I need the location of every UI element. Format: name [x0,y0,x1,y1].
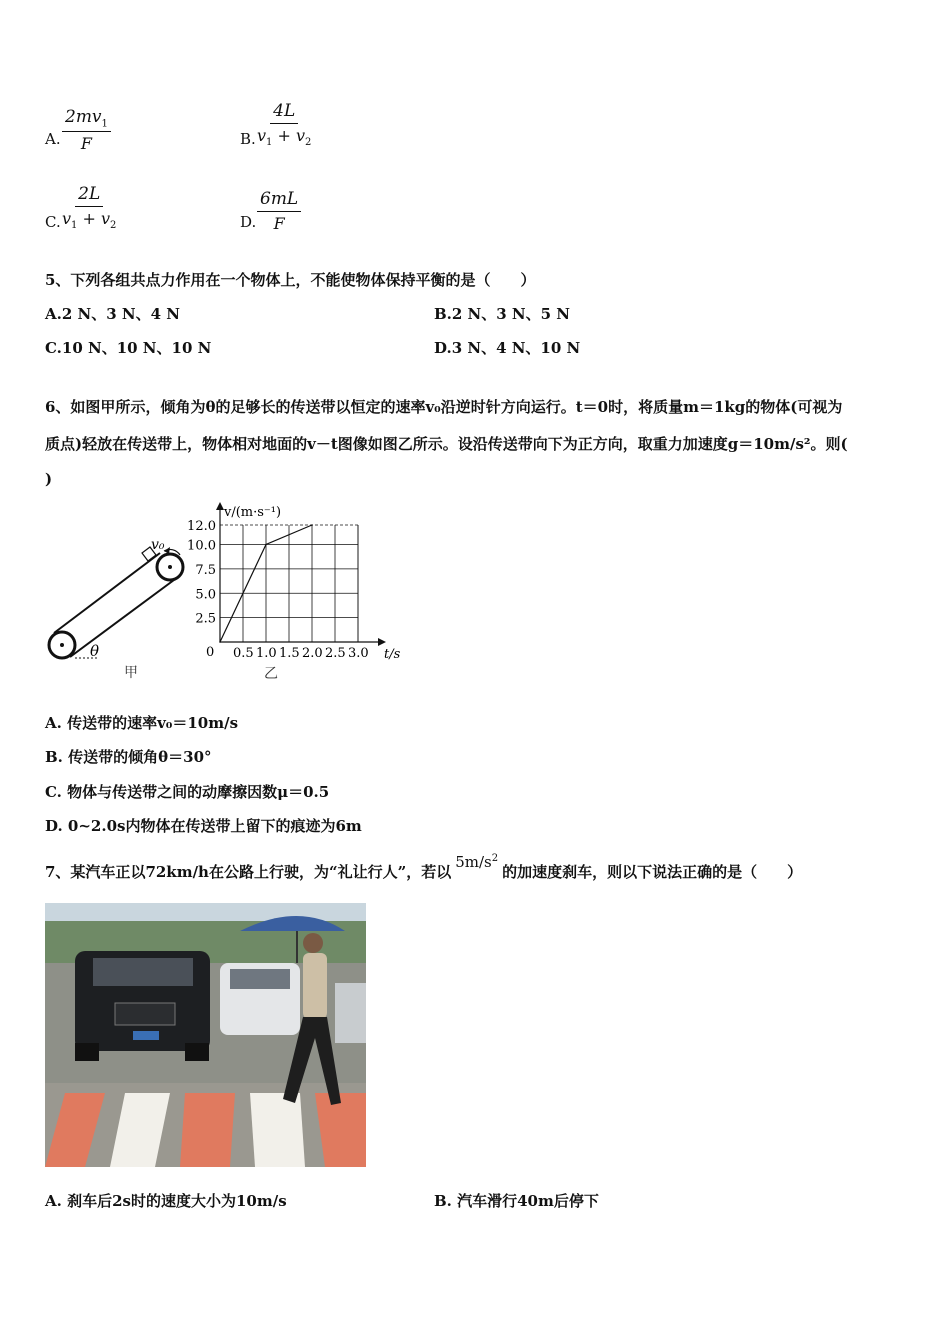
y-tick-label: 12.0 [187,519,216,534]
y-tick-label: 7.5 [195,562,216,578]
x-tick-label: 3.0 [348,646,369,661]
y-tick-label: 5.0 [195,587,216,603]
q4-option-a-label: A. [45,130,61,148]
x-tick-label: 1.5 [279,646,300,661]
y-tick-label: 2.5 [195,611,216,627]
conveyor-belt-figure [40,525,200,685]
y-tick-label: 10.0 [187,538,216,554]
q4-option-c-fraction: $\frac{2L}{v_1 + v_2}$ [62,184,117,232]
q7-option-a: A. 刹车后2s时的速度大小为10m/s [45,1192,287,1210]
y-axis-label: v/(m·s⁻¹) [224,505,282,520]
vt-data-point [265,544,267,546]
belt-top-edge [54,553,160,633]
q5-stem: 5、下列各组共点力作用在一个物体上，不能使物体保持平衡的是（ ） [45,271,536,289]
v-axis-arrow-icon [216,502,224,510]
belt-bottom-edge [70,577,178,657]
q6-option-c: C. 物体与传送带之间的动摩擦因数μ＝0.5 [45,783,330,801]
v0-label: v₀ [151,537,165,553]
q5-option-b: B.2 N、3 N、5 N [434,305,571,323]
q6-option-d: D. 0~2.0s内物体在传送带上留下的痕迹为6m [45,817,362,835]
q5-option-d: D.3 N、4 N、10 N [434,339,581,357]
q6-option-a: A. 传送带的速率v₀＝10m/s [45,714,239,732]
q5-option-c: C.10 N、10 N、10 N [45,339,212,357]
q6-option-b: B. 传送带的倾角θ＝30° [45,748,212,766]
q4-option-c-label: C. [45,213,61,231]
acceleration-value: $5m/s^2$ [455,853,499,871]
x-tick-label: 1.0 [256,646,277,661]
q6-stem-line3: ) [45,470,53,488]
q6-stem-line1: 6、如图甲所示，倾角为θ的足够长的传送带以恒定的速率v₀沿逆时针方向运行。t＝0时，将质量m＝1kg的物体(可视为 [45,398,843,416]
vt-data-point [311,524,313,526]
q7-stem: 7、某汽车正以72km/h在公路上行驶，为“礼让行人”，若以$5m/s^2$的加速度刹车，则以下说法正确的是（ ） [45,853,803,881]
figure-yi-caption: 乙 [264,666,278,682]
q4-option-b-fraction: $\frac{4L}{v_1 + v_2}$ [257,101,312,149]
origin-label: 0 [206,645,215,660]
q4-option-b-label: B. [240,130,256,148]
x-tick-label: 0.5 [233,646,254,661]
q6-stem-line2: 质点)轻放在传送带上，物体相对地面的v－t图像如图乙所示。设沿传送带向下为正方向，取重力加速度g＝10m/s²。则( [45,435,848,453]
q7-option-b: B. 汽车滑行40m后停下 [434,1192,599,1210]
q4-option-d-label: D. [240,213,257,231]
crosswalk-photo [45,903,366,1167]
figure-jia-caption: 甲 [124,665,138,681]
x-axis-label: t/s [384,647,401,662]
vt-graph [187,498,405,688]
q4-option-a-fraction: $\frac{2mv_1}{F}$ [62,107,111,153]
x-tick-label: 2.0 [302,646,323,661]
q4-option-d-fraction: $\frac{6mL}{F}$ [257,189,301,233]
vt-data-point [219,641,221,643]
theta-label: θ [90,642,100,660]
t-axis-arrow-icon [378,638,386,646]
x-tick-label: 2.5 [325,646,346,661]
q5-option-a: A.2 N、3 N、4 N [45,305,180,323]
